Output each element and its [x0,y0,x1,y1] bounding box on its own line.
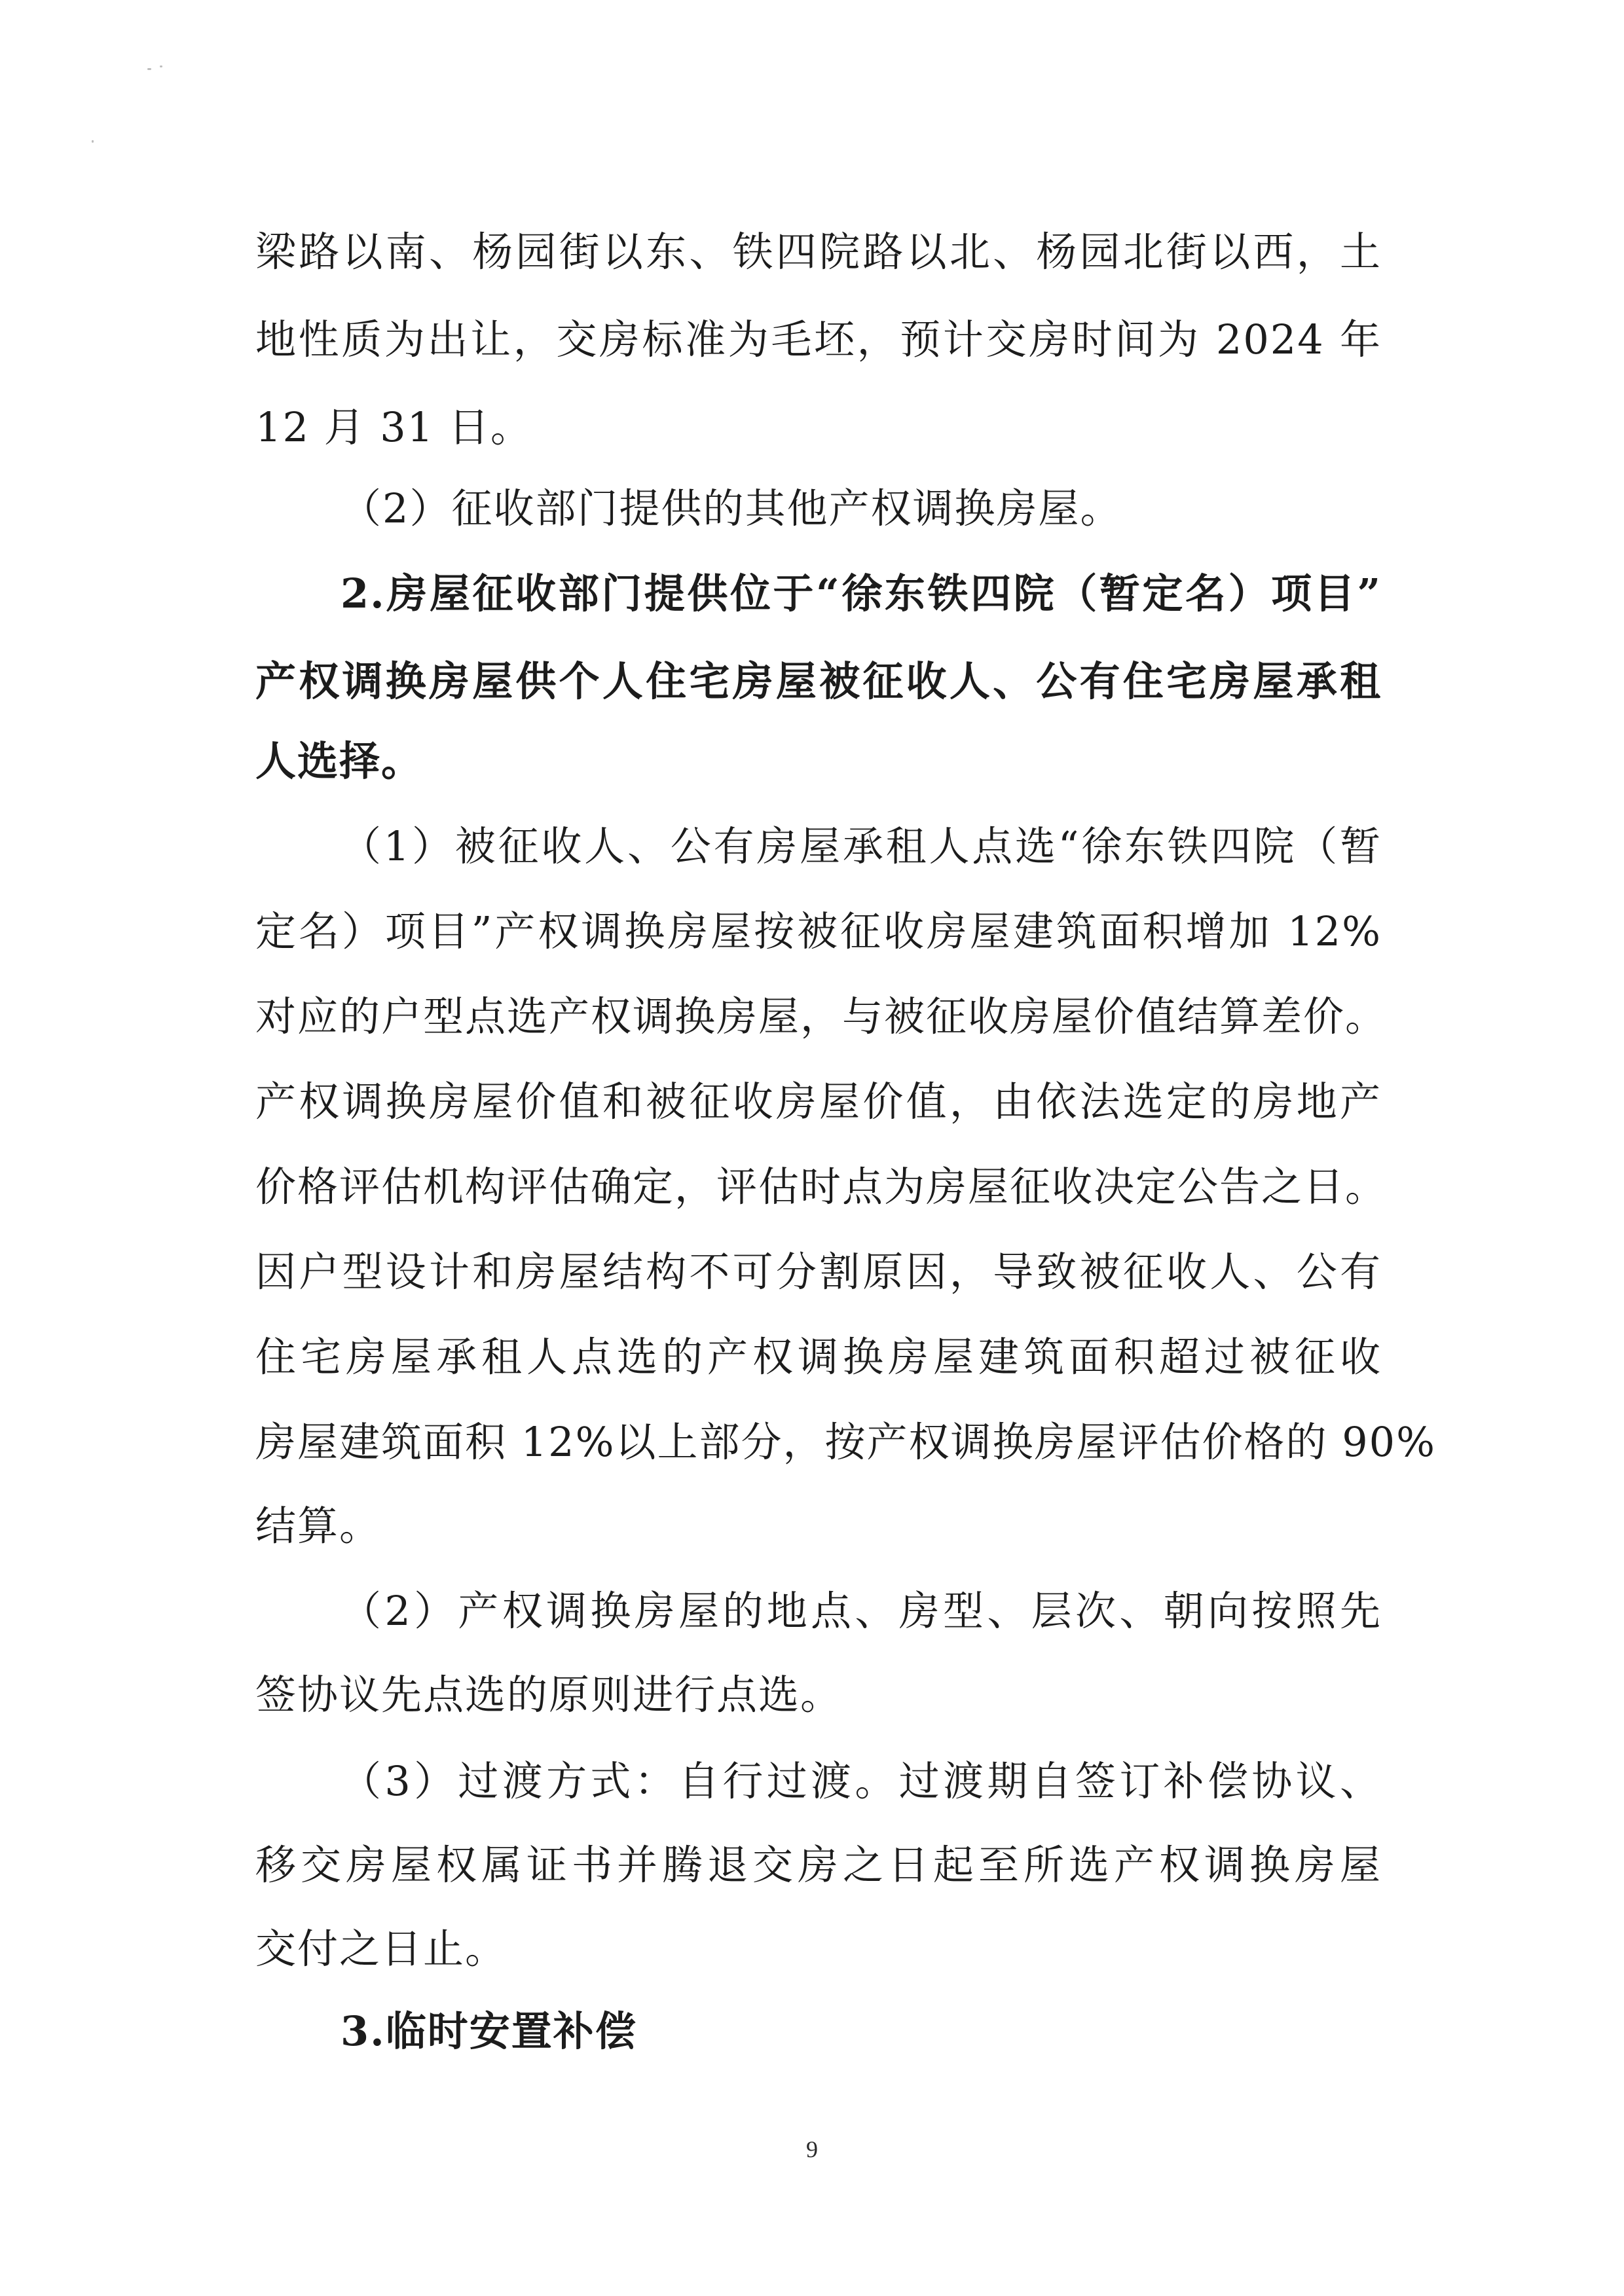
body-line-20: 移交房屋权属证书并腾退交房之日起至所选产权调换房屋 [255,1841,1382,1889]
body-line-18: 签协议先点选的原则进行点选。 [255,1671,843,1719]
body-line-19: （3）过渡方式：自行过渡。过渡期自签订补偿协议、 [341,1757,1382,1805]
body-line-8: （1）被征收人、公有房屋承租人点选“徐东铁四院（暂 [341,822,1382,870]
body-line-13: 因户型设计和房屋结构不可分割原因，导致被征收人、公有 [255,1248,1382,1296]
section-heading-3: 3.临时安置补偿 [341,2007,637,2055]
body-line-11: 产权调换房屋价值和被征收房屋价值，由依法选定的房地产 [255,1078,1382,1125]
scan-speck [160,65,162,67]
scan-speck [147,68,151,70]
body-line-4: （2）征收部门提供的其他产权调换房屋。 [341,484,1122,532]
body-line-14: 住宅房屋承租人点选的产权调换房屋建筑面积超过被征收 [255,1333,1382,1381]
body-line-16: 结算。 [255,1502,382,1550]
body-line-3: 12 月 31 日。 [255,403,532,451]
body-line-15: 房屋建筑面积 12%以上部分，按产权调换房屋评估价格的 90% [255,1418,1437,1466]
section-heading-2-line-3: 人选择。 [255,737,424,785]
body-line-12: 价格评估机构评估确定，评估时点为房屋征收决定公告之日。 [255,1163,1388,1211]
scan-speck [92,140,94,143]
section-heading-2: 2.房屋征收部门提供位于“徐东铁四院（暂定名）项目” [341,570,1382,617]
body-line-21: 交付之日止。 [255,1925,507,1973]
body-line-1: 梁路以南、杨园街以东、铁四院路以北、杨园北街以西，土 [255,228,1382,276]
body-line-2: 地性质为出让，交房标准为毛坯，预计交房时间为 2024 年 [255,316,1382,363]
page-number: 9 [806,2136,818,2162]
body-line-9: 定名）项目”产权调换房屋按被征收房屋建筑面积增加 12% [255,907,1382,955]
body-line-10: 对应的户型点选产权调换房屋，与被征收房屋价值结算差价。 [255,993,1388,1040]
body-line-17: （2）产权调换房屋的地点、房型、层次、朝向按照先 [341,1587,1382,1635]
section-heading-2-line-2: 产权调换房屋供个人住宅房屋被征收人、公有住宅房屋承租 [255,657,1382,705]
